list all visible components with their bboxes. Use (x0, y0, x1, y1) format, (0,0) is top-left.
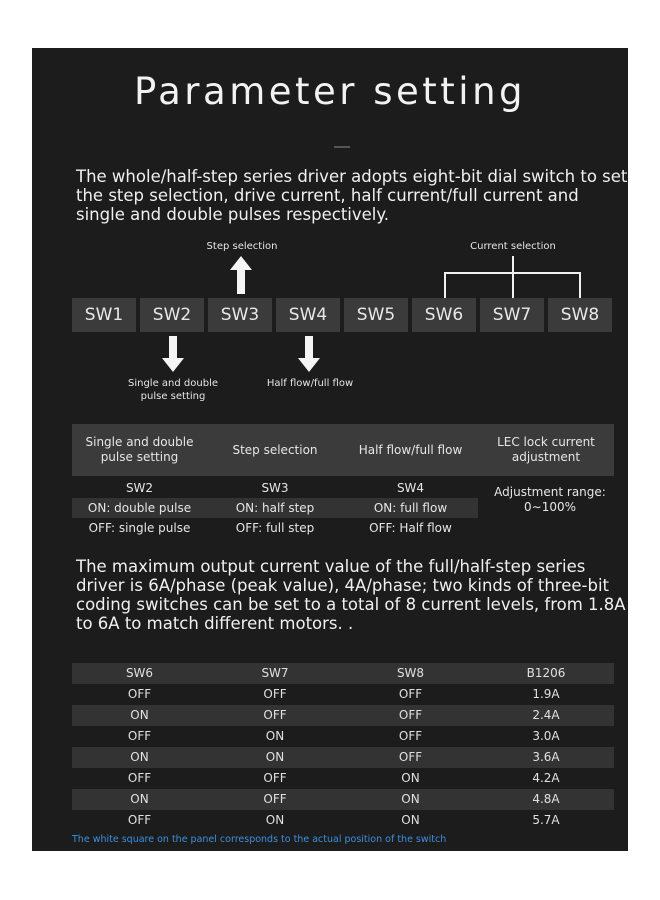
down-arrow-icon (162, 336, 184, 372)
table-cell: SW4 (396, 481, 425, 495)
switch-sw6: SW6 (412, 298, 476, 332)
header-lec-line1: LEC lock current (497, 435, 595, 449)
footnote: The white square on the panel corresponds to the actual position of the switch (72, 834, 447, 845)
table-cell: ON (265, 750, 285, 764)
table-cell: OFF (127, 729, 152, 743)
bracket-left (444, 272, 446, 298)
table-row (72, 810, 614, 831)
adjustment-range-value: 0∼100% (524, 500, 576, 514)
table-cell: OFF (398, 687, 423, 701)
table-cell: ON: full flow (373, 501, 448, 515)
header-b1206: B1206 (526, 666, 566, 680)
table-cell: 4.2A (532, 771, 560, 785)
table-cell: 2.4A (532, 708, 560, 722)
table-cell: OFF (398, 729, 423, 743)
table-row (72, 478, 478, 498)
table-cell: OFF: Half flow (369, 521, 452, 535)
header-sw6: SW6 (125, 666, 154, 680)
current-paragraph: The maximum output current value of the full/half-step series driver is 6A/phase (peak value), 4A/phase; two kinds of three-bit coding switches can be set to a total of 8 current levels, from 1.8A to 6A to match different motors. . (76, 557, 626, 633)
title-divider (334, 146, 350, 148)
step-selection-label: Step selection (206, 241, 278, 252)
table-row (72, 705, 614, 726)
table-cell: SW2 (125, 481, 154, 495)
header-lec-lock (478, 424, 614, 476)
table-cell: OFF (263, 687, 287, 701)
current-table-header (72, 663, 614, 684)
header-step-selection: Step selection (232, 442, 318, 457)
switch-sw7: SW7 (480, 298, 544, 332)
half-full-label: Half flow/full flow (266, 378, 354, 389)
table-cell: OFF (263, 708, 287, 722)
table-cell: ON (401, 792, 420, 806)
intro-paragraph: The whole/half-step series driver adopts eight-bit dial switch to set the step selection, drive current, half current/full current and single and double pulses respectively. (76, 167, 628, 224)
table-cell: OFF (263, 792, 287, 806)
table-cell: ON (130, 792, 149, 806)
table-cell: ON: half step (235, 501, 315, 515)
table-cell: OFF (263, 771, 287, 785)
page-title: Parameter setting (133, 70, 527, 113)
down-arrow-icon (298, 336, 320, 372)
table-cell: OFF (127, 687, 152, 701)
header-single-double-line1: Single and double (85, 435, 194, 449)
table-row (72, 747, 614, 768)
table-row (72, 498, 478, 518)
table-row (72, 726, 614, 747)
switch-row (72, 298, 612, 332)
bracket-stem (512, 256, 514, 272)
switch-sw4: SW4 (276, 298, 340, 332)
adjustment-range (486, 485, 614, 515)
table-cell: 4.8A (532, 792, 560, 806)
table-cell: OFF (398, 750, 423, 764)
adjustment-range-label: Adjustment range: (494, 485, 606, 499)
settings-table-header (72, 424, 614, 476)
single-double-label-line2: pulse setting (140, 391, 206, 402)
table-cell: OFF (127, 813, 152, 827)
header-sw8: SW8 (396, 666, 425, 680)
table-cell: OFF (398, 708, 423, 722)
table-cell: 3.0A (532, 729, 560, 743)
header-half-full: Half flow/full flow (358, 442, 463, 457)
table-row (72, 518, 478, 538)
header-sw7: SW7 (261, 666, 289, 680)
bracket-middle (512, 272, 514, 298)
table-cell: SW3 (261, 481, 289, 495)
table-row (72, 789, 614, 810)
table-cell: 5.7A (532, 813, 560, 827)
table-cell: ON: double pulse (87, 501, 192, 515)
table-cell: OFF: single pulse (88, 521, 191, 535)
switch-sw1: SW1 (72, 298, 136, 332)
table-cell: ON (265, 813, 285, 827)
header-lec-line2: adjustment (511, 450, 581, 464)
current-selection-label: Current selection (470, 241, 556, 252)
table-cell: ON (401, 771, 420, 785)
table-cell: ON (401, 813, 420, 827)
table-cell: OFF (127, 771, 152, 785)
switch-sw3: SW3 (208, 298, 272, 332)
up-arrow-icon (230, 256, 252, 294)
table-cell: ON (265, 729, 285, 743)
single-double-label-line1: Single and double (128, 378, 218, 389)
table-row (72, 684, 614, 705)
single-double-label (118, 377, 228, 403)
switch-sw8: SW8 (548, 298, 612, 332)
table-cell: ON (130, 750, 149, 764)
table-row (72, 768, 614, 789)
switch-sw2: SW2 (140, 298, 204, 332)
table-cell: 1.9A (532, 687, 560, 701)
header-single-double-line2: pulse setting (100, 450, 179, 464)
header-single-double (72, 424, 207, 476)
table-cell: ON (130, 708, 149, 722)
bracket-right (579, 272, 581, 298)
table-cell: OFF: full step (235, 521, 315, 535)
switch-sw5: SW5 (344, 298, 408, 332)
table-cell: 3.6A (532, 750, 560, 764)
